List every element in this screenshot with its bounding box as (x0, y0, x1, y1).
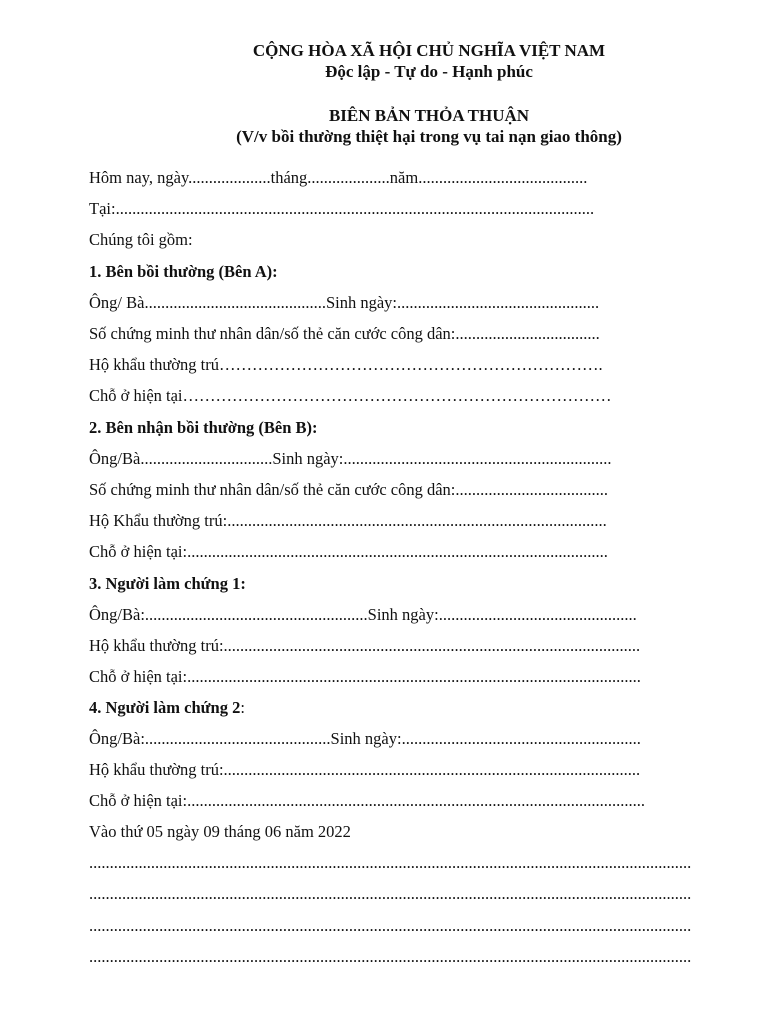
we-include-text: Chúng tôi gồm: (89, 230, 193, 249)
party-b-heading: 2. Bên nhận bồi thường (Bên B): (89, 418, 318, 437)
witness2-name-line: Ông/Bà:.............................................Sinh ngày:.......................................................... (89, 729, 641, 748)
place-field-line: Tại:.................................................................................................................... (89, 199, 595, 218)
country-header: CỘNG HÒA XÃ HỘI CHỦ NGHĨA VIỆT NAM (252, 41, 606, 60)
blank-line: .................................................................................................................................................. (89, 947, 692, 966)
party-b-id-line: Số chứng minh thư nhân dân/số thẻ căn cước công dân:..................................... (89, 480, 609, 499)
witness1-residence-line: Hộ khẩu thường trú:..................................................................................................... (89, 636, 641, 655)
witness1-heading: 3. Người làm chứng 1: (89, 574, 246, 593)
blank-line: .................................................................................................................................................. (89, 884, 692, 903)
document-subtitle: (V/v bồi thường thiệt hại trong vụ tai nạn giao thông) (236, 127, 622, 146)
blank-line: .................................................................................................................................................. (89, 853, 692, 872)
witness1-name-line: Ông/Bà:......................................................Sinh ngày:................................................ (89, 605, 637, 624)
witness1-address-line: Chỗ ở hiện tại:.............................................................................................................. (89, 667, 641, 686)
witness2-heading (89, 698, 245, 718)
document-title: BIÊN BẢN THỎA THUẬN (328, 106, 530, 125)
party-a-heading: 1. Bên bồi thường (Bên A): (89, 262, 278, 281)
agreement-date-text: Vào thứ 05 ngày 09 tháng 06 năm 2022 (89, 822, 351, 841)
blank-line: .................................................................................................................................................. (89, 916, 692, 935)
party-b-address-line: Chỗ ở hiện tại:...................................................................................................... (89, 542, 608, 561)
witness2-heading-colon: : (240, 698, 245, 717)
witness2-residence-line: Hộ khẩu thường trú:..................................................................................................... (89, 760, 641, 779)
motto: Độc lập - Tự do - Hạnh phúc (325, 62, 533, 81)
party-b-residence-line: Hộ Khẩu thường trú:............................................................................................ (89, 511, 607, 530)
party-a-name-line: Ông/ Bà............................................Sinh ngày:................................................. (89, 293, 600, 312)
party-a-residence-line: Hộ khẩu thường trú……………………………………………………………. (89, 355, 603, 374)
party-a-address-line: Chỗ ở hiện tại…………………………………………………………………… (89, 386, 612, 405)
witness2-address-line: Chỗ ở hiện tại:............................................................................................................... (89, 791, 645, 810)
date-field-line: Hôm nay, ngày....................tháng....................năm......................................... (89, 168, 588, 187)
party-a-id-line: Số chứng minh thư nhân dân/số thẻ căn cước công dân:................................... (89, 324, 600, 343)
witness2-heading-label: 4. Người làm chứng 2 (89, 698, 241, 717)
party-b-name-line: Ông/Bà................................Sinh ngày:................................................................. (89, 449, 612, 468)
